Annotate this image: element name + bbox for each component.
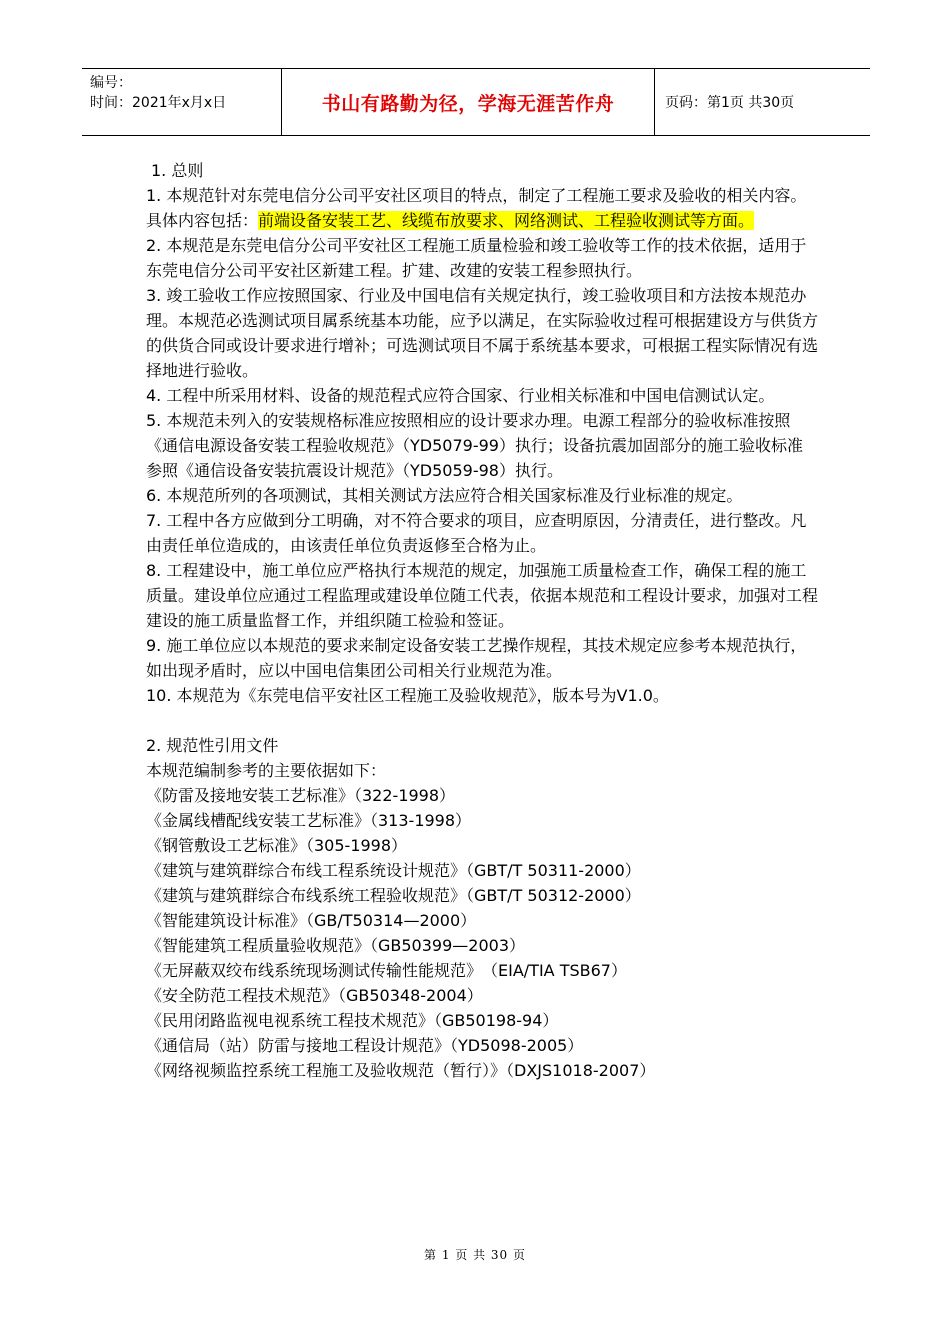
clause-text: 1. 本规范针对东莞电信分公司平安社区项目的特点，制定了工程施工要求及验收的相关内容。具体内容包括： [146,186,807,230]
clause-item [146,233,818,283]
clause-text: 5. 本规范未列入的安装规格标准应按照相应的设计要求办理。电源工程部分的验收标准按照《通信电源设备安装工程验收规范》（YD5079-99）执行；设备抗震加固部分的施工验收标准参照《通信设备安装抗震设计规范》（YD5059-98）执行。 [146,411,803,480]
clause-item [146,483,818,508]
document-body [146,158,818,1083]
header-page-info: 页码：第1页 共30页 [665,95,795,111]
clause-text: 2. 本规范是东莞电信分公司平安社区工程施工质量检验和竣工验收等工作的技术依据，适用于东莞电信分公司平安社区新建工程。扩建、改建的安装工程参照执行。 [146,236,807,280]
page-header [82,68,870,136]
reference-item: 《金属线槽配线安装工艺标准》（313-1998） [146,811,472,830]
highlighted-text: 前端设备安装工艺、线缆布放要求、网络测试、工程验收测试等方面。 [258,211,755,230]
page-footer: 第 1 页 共 30 页 [424,1248,526,1262]
reference-item: 《建筑与建筑群综合布线系统工程验收规范》（GBT/T 50312-2000） [146,886,641,905]
clause-text: 3. 竣工验收工作应按照国家、行业及中国电信有关规定执行，竣工验收项目和方法按本规范办理。本规范必选测试项目属系统基本功能，应予以满足，在实际验收过程可根据建设方与供货方的供货合同或设计要求进行增补；可选测试项目不属于系统基本要求，可根据工程实际情况有选择地进行验收。 [146,286,819,380]
reference-item: 《钢管敷设工艺标准》（305-1998） [146,836,408,855]
reference-item: 《防雷及接地安装工艺标准》（322-1998） [146,786,456,805]
header-meta [82,69,282,135]
clause-item [146,683,818,708]
reference-item: 《安全防范工程技术规范》（GB50348-2004） [146,986,483,1005]
reference-item: 《建筑与建筑群综合布线工程系统设计规范》（GBT/T 50311-2000） [146,861,641,880]
section-2-title: 2. 规范性引用文件 [146,736,279,755]
reference-list [146,783,818,1083]
clause-item [146,283,818,383]
clause-text: 6. 本规范所列的各项测试，其相关测试方法应符合相关国家标准及行业标准的规定。 [146,486,743,505]
section-1-items [146,183,818,708]
document-number-label: 编号： [90,75,132,91]
reference-item: 《通信局（站）防雷与接地工程设计规范》（YD5098-2005） [146,1036,584,1055]
reference-item: 《网络视频监控系统工程施工及验收规范（暂行）》（DXJS1018-2007） [146,1061,656,1080]
section-1-title: 1. 总则 [151,161,204,180]
clause-item [146,183,818,233]
clause-item [146,633,818,683]
reference-item: 《民用闭路监视电视系统工程技术规范》（GB50198-94） [146,1011,559,1030]
clause-text: 10. 本规范为《东莞电信平安社区工程施工及验收规范》，版本号为V1.0。 [146,686,669,705]
section-gap [146,708,818,733]
clause-item [146,508,818,558]
header-motto: 书山有路勤为径，学海无涯苦作舟 [282,69,655,135]
section-2-intro: 本规范编制参考的主要依据如下： [146,761,387,780]
clause-text: 4. 工程中所采用材料、设备的规范程式应符合国家、行业相关标准和中国电信测试认定。 [146,386,775,405]
clause-text: 8. 工程建设中，施工单位应严格执行本规范的规定，加强施工质量检查工作，确保工程的施工质量。建设单位应通过工程监理或建设单位随工代表，依据本规范和工程设计要求，加强对工程建设的施工质量监督工作，并组织随工检验和签证。 [146,561,819,630]
reference-item: 《智能建筑工程质量验收规范》（GB50399—2003） [146,936,525,955]
clause-item [146,558,818,633]
document-time-label: 时间：2021年x月x日 [90,95,227,111]
clause-item [146,383,818,408]
clause-text: 7. 工程中各方应做到分工明确，对不符合要求的项目，应查明原因，分清责任，进行整改。凡由责任单位造成的，由该责任单位负责返修至合格为止。 [146,511,807,555]
clause-item [146,408,818,483]
reference-item: 《无屏蔽双绞布线系统现场测试传输性能规范》 （EIA/TIA TSB67） [146,961,627,980]
clause-text: 9. 施工单位应以本规范的要求来制定设备安装工艺操作规程，其技术规定应参考本规范执行，如出现矛盾时，应以中国电信集团公司相关行业规范为准。 [146,636,807,680]
reference-item: 《智能建筑设计标准》（GB/T50314—2000） [146,911,477,930]
